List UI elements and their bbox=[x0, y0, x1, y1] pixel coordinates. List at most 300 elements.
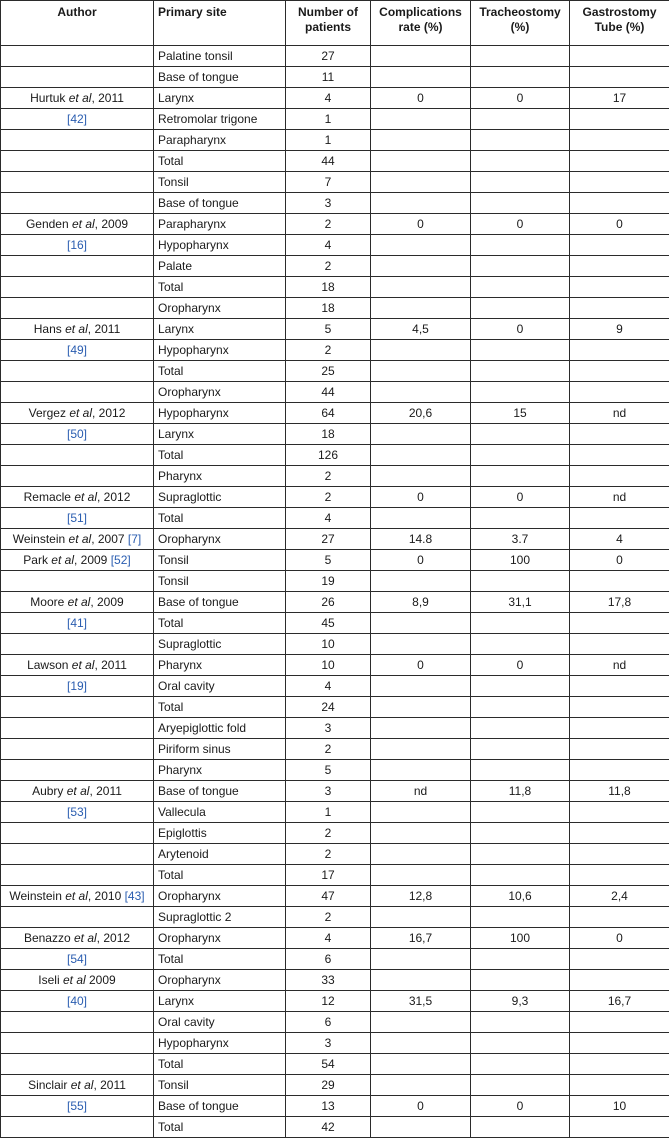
table-row bbox=[1, 550, 669, 571]
complications-rate-cell: 20,6 bbox=[371, 403, 471, 424]
table-row bbox=[1, 214, 669, 235]
primary-site-cell: Arytenoid bbox=[154, 844, 286, 865]
primary-site-cell: Oropharynx bbox=[154, 529, 286, 550]
tracheostomy-cell bbox=[471, 424, 570, 445]
author-et-al: et al bbox=[65, 888, 88, 903]
author-year: , 2012 bbox=[97, 489, 131, 504]
complications-rate-cell bbox=[371, 340, 471, 361]
table-row bbox=[1, 802, 669, 823]
primary-site-cell: Base of tongue bbox=[154, 1096, 286, 1117]
primary-site-cell: Total bbox=[154, 361, 286, 382]
number-of-patients-cell: 18 bbox=[286, 277, 371, 298]
primary-site-cell: Palate bbox=[154, 256, 286, 277]
table-row bbox=[1, 1075, 669, 1096]
author-name: Hans bbox=[33, 321, 66, 336]
author-cell bbox=[1, 487, 154, 508]
gastrostomy-cell bbox=[570, 739, 669, 760]
number-of-patients-cell: 2 bbox=[286, 340, 371, 361]
number-of-patients-cell: 19 bbox=[286, 571, 371, 592]
gastrostomy-cell: 2,4 bbox=[570, 886, 669, 907]
author-cell bbox=[1, 802, 154, 823]
complications-rate-cell bbox=[371, 823, 471, 844]
table-row bbox=[1, 361, 669, 382]
author-cell bbox=[1, 1096, 154, 1117]
tracheostomy-cell bbox=[471, 382, 570, 403]
primary-site-cell: Supraglottic 2 bbox=[154, 907, 286, 928]
table-row bbox=[1, 193, 669, 214]
author-cell bbox=[1, 655, 154, 676]
number-of-patients-cell: 24 bbox=[286, 697, 371, 718]
reference-link[interactable]: [7] bbox=[127, 531, 142, 546]
complications-rate-cell bbox=[371, 508, 471, 529]
table-row bbox=[1, 865, 669, 886]
gastrostomy-cell bbox=[570, 46, 669, 67]
gastrostomy-cell bbox=[570, 760, 669, 781]
author-cell bbox=[1, 928, 154, 949]
tracheostomy-cell: 31,1 bbox=[471, 592, 570, 613]
primary-site-cell: Oropharynx bbox=[154, 928, 286, 949]
tracheostomy-cell bbox=[471, 172, 570, 193]
complications-rate-cell bbox=[371, 235, 471, 256]
table-row bbox=[1, 823, 669, 844]
table-row bbox=[1, 319, 669, 340]
complications-rate-cell bbox=[371, 67, 471, 88]
tracheostomy-cell bbox=[471, 844, 570, 865]
primary-site-cell: Oropharynx bbox=[154, 970, 286, 991]
author-et-al: et al bbox=[62, 972, 86, 987]
tracheostomy-cell bbox=[471, 130, 570, 151]
gastrostomy-cell bbox=[570, 382, 669, 403]
complications-rate-cell bbox=[371, 277, 471, 298]
tracheostomy-cell bbox=[471, 193, 570, 214]
complications-rate-cell bbox=[371, 256, 471, 277]
author-name: Moore bbox=[30, 594, 68, 609]
table-row bbox=[1, 928, 669, 949]
author-year: , 2009 bbox=[94, 216, 129, 231]
gastrostomy-cell: 0 bbox=[570, 214, 669, 235]
gastrostomy-cell bbox=[570, 1117, 669, 1138]
gastrostomy-cell bbox=[570, 823, 669, 844]
gastrostomy-cell bbox=[570, 130, 669, 151]
complications-rate-cell bbox=[371, 1033, 471, 1054]
primary-site-cell: Total bbox=[154, 697, 286, 718]
author-name: Remacle bbox=[23, 489, 75, 504]
author-cell bbox=[1, 298, 154, 319]
tracheostomy-cell bbox=[471, 1075, 570, 1096]
tracheostomy-cell bbox=[471, 340, 570, 361]
author-name: Lawson bbox=[27, 657, 72, 672]
complications-rate-cell bbox=[371, 172, 471, 193]
number-of-patients-cell: 1 bbox=[286, 802, 371, 823]
gastrostomy-cell bbox=[570, 634, 669, 655]
reference-link[interactable]: [16] bbox=[66, 237, 87, 252]
table-row bbox=[1, 340, 669, 361]
tracheostomy-cell bbox=[471, 109, 570, 130]
gastrostomy-cell: 0 bbox=[570, 550, 669, 571]
table-row bbox=[1, 487, 669, 508]
complications-rate-cell bbox=[371, 613, 471, 634]
complications-rate-cell: 0 bbox=[371, 655, 471, 676]
author-et-al: et al bbox=[68, 90, 92, 105]
gastrostomy-cell bbox=[570, 445, 669, 466]
reference-link[interactable]: [40] bbox=[66, 993, 87, 1008]
author-cell bbox=[1, 823, 154, 844]
author-year: , 2011 bbox=[87, 321, 121, 336]
gastrostomy-cell bbox=[570, 151, 669, 172]
complications-rate-cell bbox=[371, 949, 471, 970]
col-header-primary-site: Primary site bbox=[154, 1, 286, 46]
gastrostomy-cell bbox=[570, 1033, 669, 1054]
gastrostomy-cell: 11,8 bbox=[570, 781, 669, 802]
table-row bbox=[1, 970, 669, 991]
complications-rate-cell bbox=[371, 361, 471, 382]
author-cell bbox=[1, 613, 154, 634]
table-row bbox=[1, 67, 669, 88]
author-year: , 2007 bbox=[91, 531, 128, 546]
author-et-al: et al bbox=[66, 783, 90, 798]
reference-link[interactable]: [50] bbox=[66, 426, 87, 441]
tracheostomy-cell bbox=[471, 298, 570, 319]
complications-rate-cell: 0 bbox=[371, 214, 471, 235]
complications-rate-cell bbox=[371, 802, 471, 823]
complications-rate-cell: 4,5 bbox=[371, 319, 471, 340]
author-cell bbox=[1, 550, 154, 571]
number-of-patients-cell: 29 bbox=[286, 1075, 371, 1096]
author-name: Park bbox=[23, 552, 52, 567]
complications-rate-cell bbox=[371, 676, 471, 697]
primary-site-cell: Base of tongue bbox=[154, 193, 286, 214]
table-row bbox=[1, 1012, 669, 1033]
author-et-al: et al bbox=[74, 489, 97, 504]
tracheostomy-cell: 11,8 bbox=[471, 781, 570, 802]
primary-site-cell: Total bbox=[154, 508, 286, 529]
gastrostomy-cell bbox=[570, 172, 669, 193]
author-et-al: et al bbox=[69, 405, 92, 420]
author-cell bbox=[1, 382, 154, 403]
author-et-al: et al bbox=[71, 216, 95, 231]
gastrostomy-cell bbox=[570, 1054, 669, 1075]
author-cell bbox=[1, 46, 154, 67]
author-cell bbox=[1, 130, 154, 151]
author-cell bbox=[1, 970, 154, 991]
table-row bbox=[1, 1033, 669, 1054]
gastrostomy-cell bbox=[570, 277, 669, 298]
primary-site-cell: Tonsil bbox=[154, 571, 286, 592]
gastrostomy-cell bbox=[570, 466, 669, 487]
gastrostomy-cell bbox=[570, 865, 669, 886]
complications-rate-cell: 31,5 bbox=[371, 991, 471, 1012]
table-row bbox=[1, 172, 669, 193]
author-cell bbox=[1, 1117, 154, 1138]
primary-site-cell: Tonsil bbox=[154, 172, 286, 193]
reference-link[interactable]: [19] bbox=[66, 678, 87, 693]
tracheostomy-cell bbox=[471, 739, 570, 760]
table-row bbox=[1, 256, 669, 277]
tracheostomy-cell bbox=[471, 634, 570, 655]
primary-site-cell: Vallecula bbox=[154, 802, 286, 823]
primary-site-cell: Total bbox=[154, 865, 286, 886]
table-row bbox=[1, 949, 669, 970]
author-name: Hurtuk bbox=[30, 90, 69, 105]
number-of-patients-cell: 2 bbox=[286, 256, 371, 277]
table-row bbox=[1, 613, 669, 634]
complications-rate-cell bbox=[371, 130, 471, 151]
complications-rate-cell: nd bbox=[371, 781, 471, 802]
number-of-patients-cell: 44 bbox=[286, 151, 371, 172]
table-row bbox=[1, 592, 669, 613]
complications-rate-cell bbox=[371, 865, 471, 886]
table-row bbox=[1, 46, 669, 67]
table-row bbox=[1, 382, 669, 403]
primary-site-cell: Total bbox=[154, 445, 286, 466]
tracheostomy-cell bbox=[471, 1054, 570, 1075]
primary-site-cell: Total bbox=[154, 1117, 286, 1138]
complications-rate-cell bbox=[371, 1054, 471, 1075]
reference-link[interactable]: [51] bbox=[66, 510, 87, 525]
primary-site-cell: Oral cavity bbox=[154, 676, 286, 697]
reference-link[interactable]: [55] bbox=[66, 1098, 87, 1113]
author-cell bbox=[1, 676, 154, 697]
author-cell bbox=[1, 172, 154, 193]
table-row bbox=[1, 235, 669, 256]
author-cell bbox=[1, 193, 154, 214]
tracheostomy-cell bbox=[471, 277, 570, 298]
number-of-patients-cell: 2 bbox=[286, 844, 371, 865]
number-of-patients-cell: 3 bbox=[286, 1033, 371, 1054]
author-cell bbox=[1, 697, 154, 718]
table-row bbox=[1, 991, 669, 1012]
tracheostomy-cell bbox=[471, 760, 570, 781]
author-cell bbox=[1, 256, 154, 277]
author-cell bbox=[1, 529, 154, 550]
complications-rate-cell bbox=[371, 109, 471, 130]
number-of-patients-cell: 47 bbox=[286, 886, 371, 907]
author-name: Sinclair bbox=[28, 1077, 71, 1092]
gastrostomy-cell bbox=[570, 508, 669, 529]
number-of-patients-cell: 12 bbox=[286, 991, 371, 1012]
reference-link[interactable]: [41] bbox=[66, 615, 87, 630]
author-year: , 2010 bbox=[87, 888, 125, 903]
complications-rate-cell: 14.8 bbox=[371, 529, 471, 550]
table-row bbox=[1, 109, 669, 130]
number-of-patients-cell: 42 bbox=[286, 1117, 371, 1138]
table-row bbox=[1, 130, 669, 151]
complications-rate-cell bbox=[371, 718, 471, 739]
number-of-patients-cell: 45 bbox=[286, 613, 371, 634]
author-et-al: et al bbox=[70, 1077, 94, 1092]
primary-site-cell: Total bbox=[154, 277, 286, 298]
complications-rate-cell bbox=[371, 571, 471, 592]
number-of-patients-cell: 13 bbox=[286, 1096, 371, 1117]
complications-rate-cell: 0 bbox=[371, 487, 471, 508]
table-row bbox=[1, 403, 669, 424]
author-cell bbox=[1, 949, 154, 970]
tracheostomy-cell bbox=[471, 235, 570, 256]
table-row bbox=[1, 529, 669, 550]
author-cell bbox=[1, 1054, 154, 1075]
complications-rate-cell: 8,9 bbox=[371, 592, 471, 613]
author-name: Aubry bbox=[32, 783, 67, 798]
number-of-patients-cell: 26 bbox=[286, 592, 371, 613]
gastrostomy-cell: 10 bbox=[570, 1096, 669, 1117]
number-of-patients-cell: 10 bbox=[286, 634, 371, 655]
author-year: , 2012 bbox=[92, 405, 126, 420]
reference-link[interactable]: [54] bbox=[66, 951, 87, 966]
complications-rate-cell bbox=[371, 1075, 471, 1096]
tracheostomy-cell: 9,3 bbox=[471, 991, 570, 1012]
author-cell bbox=[1, 361, 154, 382]
author-cell bbox=[1, 466, 154, 487]
table-row bbox=[1, 1096, 669, 1117]
gastrostomy-cell bbox=[570, 676, 669, 697]
author-cell bbox=[1, 214, 154, 235]
complications-rate-cell bbox=[371, 970, 471, 991]
author-cell bbox=[1, 340, 154, 361]
complications-rate-cell bbox=[371, 1012, 471, 1033]
author-cell bbox=[1, 865, 154, 886]
tracheostomy-cell: 3.7 bbox=[471, 529, 570, 550]
tracheostomy-cell: 0 bbox=[471, 487, 570, 508]
tracheostomy-cell bbox=[471, 823, 570, 844]
number-of-patients-cell: 18 bbox=[286, 424, 371, 445]
number-of-patients-cell: 25 bbox=[286, 361, 371, 382]
tracheostomy-cell: 0 bbox=[471, 319, 570, 340]
tracheostomy-cell bbox=[471, 676, 570, 697]
tracheostomy-cell bbox=[471, 907, 570, 928]
number-of-patients-cell: 3 bbox=[286, 781, 371, 802]
gastrostomy-cell bbox=[570, 256, 669, 277]
complications-rate-cell bbox=[371, 907, 471, 928]
number-of-patients-cell: 5 bbox=[286, 760, 371, 781]
number-of-patients-cell: 5 bbox=[286, 550, 371, 571]
author-cell bbox=[1, 151, 154, 172]
author-name: Benazzo bbox=[23, 930, 74, 945]
author-year: , 2009 bbox=[90, 594, 124, 609]
gastrostomy-cell: 17,8 bbox=[570, 592, 669, 613]
gastrostomy-cell bbox=[570, 844, 669, 865]
number-of-patients-cell: 2 bbox=[286, 823, 371, 844]
author-cell bbox=[1, 424, 154, 445]
primary-site-cell: Retromolar trigone bbox=[154, 109, 286, 130]
reference-link[interactable]: [52] bbox=[110, 552, 131, 567]
number-of-patients-cell: 54 bbox=[286, 1054, 371, 1075]
number-of-patients-cell: 4 bbox=[286, 88, 371, 109]
tracheostomy-cell bbox=[471, 1117, 570, 1138]
complications-rate-cell: 12,8 bbox=[371, 886, 471, 907]
gastrostomy-cell bbox=[570, 802, 669, 823]
tracheostomy-cell: 100 bbox=[471, 928, 570, 949]
reference-link[interactable]: [49] bbox=[66, 342, 87, 357]
number-of-patients-cell: 17 bbox=[286, 865, 371, 886]
number-of-patients-cell: 4 bbox=[286, 676, 371, 697]
tracheostomy-cell bbox=[471, 970, 570, 991]
primary-site-cell: Larynx bbox=[154, 319, 286, 340]
primary-site-cell: Tonsil bbox=[154, 1075, 286, 1096]
complications-rate-cell bbox=[371, 466, 471, 487]
complications-rate-cell bbox=[371, 298, 471, 319]
author-et-al: et al bbox=[73, 930, 97, 945]
number-of-patients-cell: 33 bbox=[286, 970, 371, 991]
tracheostomy-cell bbox=[471, 46, 570, 67]
primary-site-cell: Parapharynx bbox=[154, 130, 286, 151]
author-et-al: et al bbox=[65, 321, 88, 336]
author-year: 2009 bbox=[85, 972, 116, 987]
author-cell bbox=[1, 1012, 154, 1033]
col-header-complications-rate: Complications rate (%) bbox=[371, 1, 471, 46]
tracheostomy-cell bbox=[471, 445, 570, 466]
number-of-patients-cell: 2 bbox=[286, 739, 371, 760]
primary-site-cell: Piriform sinus bbox=[154, 739, 286, 760]
author-cell bbox=[1, 235, 154, 256]
reference-link[interactable]: [42] bbox=[66, 111, 87, 126]
author-year: , 2009 bbox=[73, 552, 111, 567]
number-of-patients-cell: 6 bbox=[286, 949, 371, 970]
complications-rate-cell bbox=[371, 382, 471, 403]
number-of-patients-cell: 18 bbox=[286, 298, 371, 319]
table-row bbox=[1, 634, 669, 655]
table-row bbox=[1, 88, 669, 109]
author-cell bbox=[1, 88, 154, 109]
author-year: , 2011 bbox=[94, 657, 127, 672]
table-row bbox=[1, 424, 669, 445]
author-cell bbox=[1, 508, 154, 529]
tracheostomy-cell: 0 bbox=[471, 88, 570, 109]
reference-link[interactable]: [53] bbox=[66, 804, 87, 819]
tracheostomy-cell: 0 bbox=[471, 1096, 570, 1117]
author-cell bbox=[1, 445, 154, 466]
tracheostomy-cell bbox=[471, 466, 570, 487]
author-name: Iseli bbox=[38, 972, 63, 987]
tracheostomy-cell bbox=[471, 67, 570, 88]
author-cell bbox=[1, 991, 154, 1012]
primary-site-cell: Total bbox=[154, 613, 286, 634]
col-header-author: Author bbox=[1, 1, 154, 46]
complications-rate-cell bbox=[371, 151, 471, 172]
primary-site-cell: Total bbox=[154, 1054, 286, 1075]
tracheostomy-cell bbox=[471, 949, 570, 970]
tracheostomy-cell bbox=[471, 613, 570, 634]
tracheostomy-cell bbox=[471, 1033, 570, 1054]
table-header bbox=[1, 1, 669, 46]
gastrostomy-cell bbox=[570, 1075, 669, 1096]
primary-site-cell: Hypopharynx bbox=[154, 403, 286, 424]
number-of-patients-cell: 4 bbox=[286, 508, 371, 529]
gastrostomy-cell bbox=[570, 235, 669, 256]
table-row bbox=[1, 298, 669, 319]
tracheostomy-cell bbox=[471, 865, 570, 886]
number-of-patients-cell: 11 bbox=[286, 67, 371, 88]
gastrostomy-cell: 0 bbox=[570, 928, 669, 949]
table-row bbox=[1, 739, 669, 760]
gastrostomy-cell bbox=[570, 970, 669, 991]
author-cell bbox=[1, 571, 154, 592]
table-row bbox=[1, 655, 669, 676]
author-cell bbox=[1, 1033, 154, 1054]
gastrostomy-cell bbox=[570, 613, 669, 634]
number-of-patients-cell: 4 bbox=[286, 928, 371, 949]
gastrostomy-cell: nd bbox=[570, 403, 669, 424]
author-cell bbox=[1, 844, 154, 865]
complications-rate-cell bbox=[371, 46, 471, 67]
gastrostomy-cell: nd bbox=[570, 655, 669, 676]
author-cell bbox=[1, 277, 154, 298]
primary-site-cell: Oral cavity bbox=[154, 1012, 286, 1033]
reference-link[interactable]: [43] bbox=[124, 888, 145, 903]
primary-site-cell: Oropharynx bbox=[154, 382, 286, 403]
gastrostomy-cell bbox=[570, 109, 669, 130]
table-row bbox=[1, 886, 669, 907]
table-row bbox=[1, 697, 669, 718]
